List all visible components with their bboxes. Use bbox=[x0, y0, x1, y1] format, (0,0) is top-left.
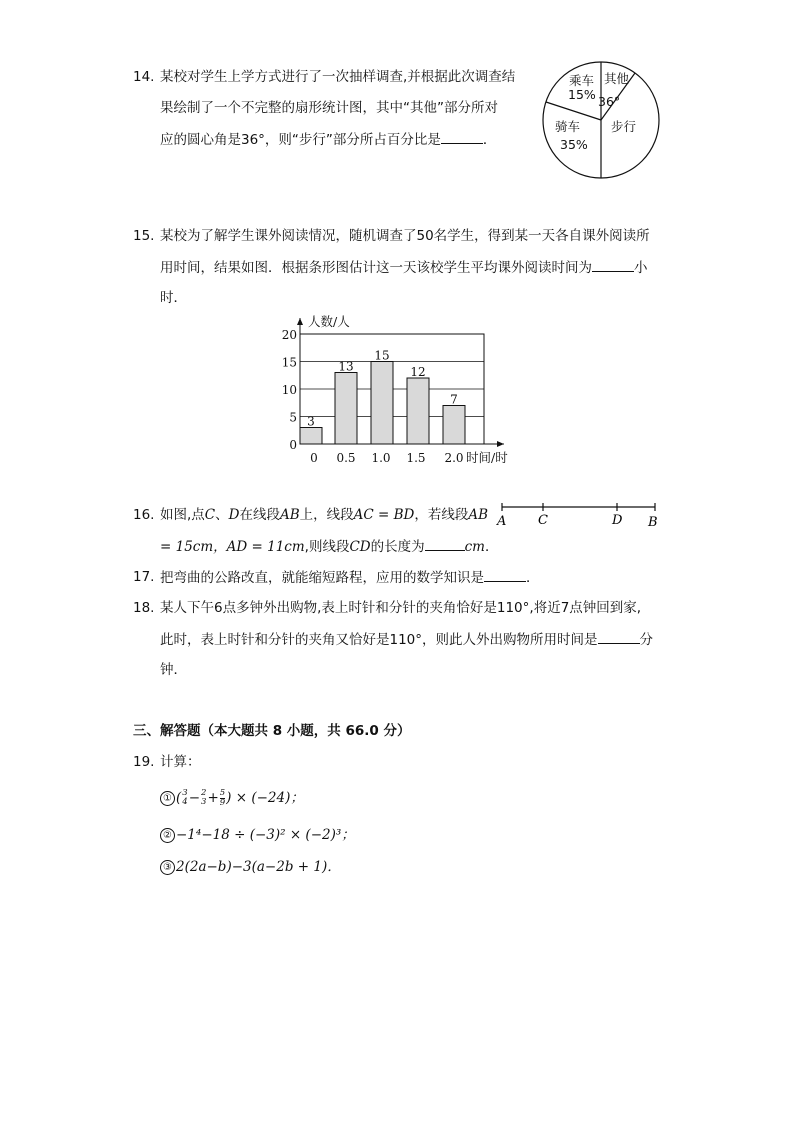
q16-ab2: AB bbox=[468, 507, 489, 523]
bar bbox=[371, 362, 393, 445]
bar-value-label: 3 bbox=[307, 414, 315, 429]
question-number-14: 14. bbox=[133, 69, 155, 85]
part2-expr: −1⁴−18 ÷ (−3)² × (−2)³； bbox=[176, 827, 355, 843]
fraction-5-9: $\frac{5}{9}$ bbox=[219, 787, 226, 808]
q16-text-e: ,则线段 bbox=[304, 539, 350, 555]
q15-line2 bbox=[160, 257, 648, 278]
bar bbox=[407, 378, 429, 444]
bar bbox=[300, 428, 322, 445]
y-tick-label: 5 bbox=[289, 410, 297, 425]
x-axis-label: 时间/时 bbox=[466, 450, 508, 465]
x-axis-arrow bbox=[497, 441, 504, 447]
section-heading: 三、解答题（本大题共 8 小题，共 66.0 分） bbox=[133, 723, 411, 739]
q14-line3-text: 应的圆心角是36°，则“步行”部分所占百分比是 bbox=[160, 132, 441, 148]
bar bbox=[335, 373, 357, 445]
q16-sep: 、 bbox=[215, 507, 229, 523]
q15-line2-text: 用时间，结果如图．根据条形图估计这一天该校学生平均课外阅读时间为 bbox=[160, 260, 592, 276]
q17-line bbox=[160, 567, 540, 588]
circled-number-2: ② bbox=[160, 828, 175, 843]
question-number-18: 18. bbox=[133, 600, 155, 616]
segment-diagram bbox=[492, 498, 664, 532]
q14-line1: 某校对学生上学方式进行了一次抽样调查,并根据此次调查结 bbox=[160, 69, 516, 85]
plus-sign: + bbox=[207, 790, 219, 806]
q18-line2-text: 此时，表上时针和分针的夹角又恰好是110°，则此人外出购物所用时间是 bbox=[160, 632, 598, 648]
label-c: C bbox=[538, 513, 548, 528]
fraction-3-4: 3 4 bbox=[182, 788, 188, 807]
circled-number-1: ① bbox=[160, 791, 175, 806]
q15-line2-end: 小 bbox=[634, 260, 648, 276]
fraction-2-3: 2 3 bbox=[201, 788, 207, 807]
bar-value-label: 12 bbox=[410, 365, 426, 379]
q16-text-d: ，若线段 bbox=[414, 507, 469, 523]
bar-chart bbox=[280, 310, 520, 470]
q14-line2: 果绘制了一个不完整的扇形统计图，其中“其他”部分所对 bbox=[160, 100, 498, 116]
q18-line2-end: 分 bbox=[639, 632, 654, 648]
q16-point-d: D bbox=[228, 507, 240, 523]
part1-rest: ) × (−24)； bbox=[226, 790, 304, 806]
y-axis-arrow bbox=[297, 318, 303, 325]
q16-line1 bbox=[160, 505, 488, 525]
pie-label-qiche-pct: 35% bbox=[560, 137, 588, 152]
q16-unit: cm bbox=[464, 539, 485, 555]
q15-line3: 时． bbox=[160, 290, 187, 306]
q16-point-c: C bbox=[204, 507, 216, 523]
q16-ab1: AB bbox=[279, 507, 300, 523]
q17-end: ． bbox=[526, 570, 540, 586]
q16-end: ． bbox=[484, 539, 499, 555]
bar-value-label: 13 bbox=[338, 359, 354, 374]
answer-blank bbox=[598, 629, 640, 644]
x-tick-label: 2.0 bbox=[444, 451, 464, 465]
question-number-17: 17. bbox=[133, 569, 155, 585]
q19-part2 bbox=[160, 825, 355, 845]
q16-eq1: AC = BD bbox=[353, 507, 415, 523]
answer-blank bbox=[592, 257, 634, 272]
bar bbox=[443, 406, 465, 445]
paren-open: ( bbox=[176, 790, 182, 806]
y-tick-label: 0 bbox=[289, 438, 297, 452]
q17-text: 把弯曲的公路改直，就能缩短路程，应用的数学知识是 bbox=[160, 570, 484, 586]
answer-blank bbox=[484, 567, 526, 582]
bar-value-label: 7 bbox=[450, 392, 458, 407]
pie-label-qita: 其他 bbox=[604, 71, 630, 86]
answer-blank bbox=[425, 536, 465, 551]
pie-label-chengche: 乘车 bbox=[569, 73, 595, 88]
q16-text-f: 的长度为 bbox=[370, 539, 425, 555]
x-tick-label: 1.5 bbox=[406, 451, 426, 465]
circled-number-3: ③ bbox=[160, 860, 175, 875]
q19-part3 bbox=[160, 857, 341, 877]
q18-line1: 某人下午6点多钟外出购物,表上时针和分针的夹角恰好是110°,将近7点钟回到家, bbox=[160, 600, 642, 616]
label-b: B bbox=[648, 515, 658, 530]
pie-label-qiche: 骑车 bbox=[555, 119, 581, 134]
q18-line3: 钟． bbox=[160, 662, 187, 678]
pie-label-qita-deg: 36° bbox=[598, 94, 621, 109]
question-number-15: 15. bbox=[133, 228, 155, 244]
q18-line2 bbox=[160, 629, 653, 650]
pie-chart bbox=[538, 56, 664, 184]
q19-part1 bbox=[160, 786, 304, 810]
question-number-19: 19. bbox=[133, 754, 155, 770]
q15-line1: 某校为了解学生课外阅读情况，随机调查了50名学生，得到某一天各自课外阅读所 bbox=[160, 228, 650, 244]
label-d: D bbox=[612, 513, 623, 528]
q14-line3 bbox=[160, 129, 496, 150]
minus-sign: − bbox=[188, 790, 201, 806]
y-tick-label: 15 bbox=[281, 355, 297, 370]
question-number-16: 16. bbox=[133, 507, 155, 523]
answer-blank bbox=[441, 129, 483, 144]
q16-cd: CD bbox=[349, 539, 371, 555]
x-tick-label: 1.0 bbox=[371, 451, 391, 465]
part3-expr: 2(2a−b)−3(a−2b + 1)． bbox=[176, 859, 341, 875]
q16-text-a: 如图,点 bbox=[160, 507, 205, 523]
q16-line2 bbox=[160, 536, 498, 557]
q14-line3-end: ． bbox=[482, 132, 497, 148]
pie-label-buxing: 步行 bbox=[611, 119, 637, 134]
pie-label-chengche-pct: 15% bbox=[568, 87, 596, 102]
q19-title: 计算： bbox=[160, 754, 201, 770]
bar-value-label: 15 bbox=[374, 348, 390, 363]
x-tick-label: 0.5 bbox=[336, 451, 356, 465]
q16-text-b: 在线段 bbox=[239, 507, 280, 523]
label-a: A bbox=[497, 514, 507, 529]
y-tick-label: 10 bbox=[281, 383, 297, 397]
x-tick-label: 0 bbox=[310, 451, 318, 465]
y-tick-label: 20 bbox=[281, 328, 297, 342]
q16-text-c: 上，线段 bbox=[299, 507, 354, 523]
y-axis-label: 人数/人 bbox=[308, 314, 350, 329]
q16-given: = 15cm，AD = 11cm bbox=[160, 539, 305, 555]
